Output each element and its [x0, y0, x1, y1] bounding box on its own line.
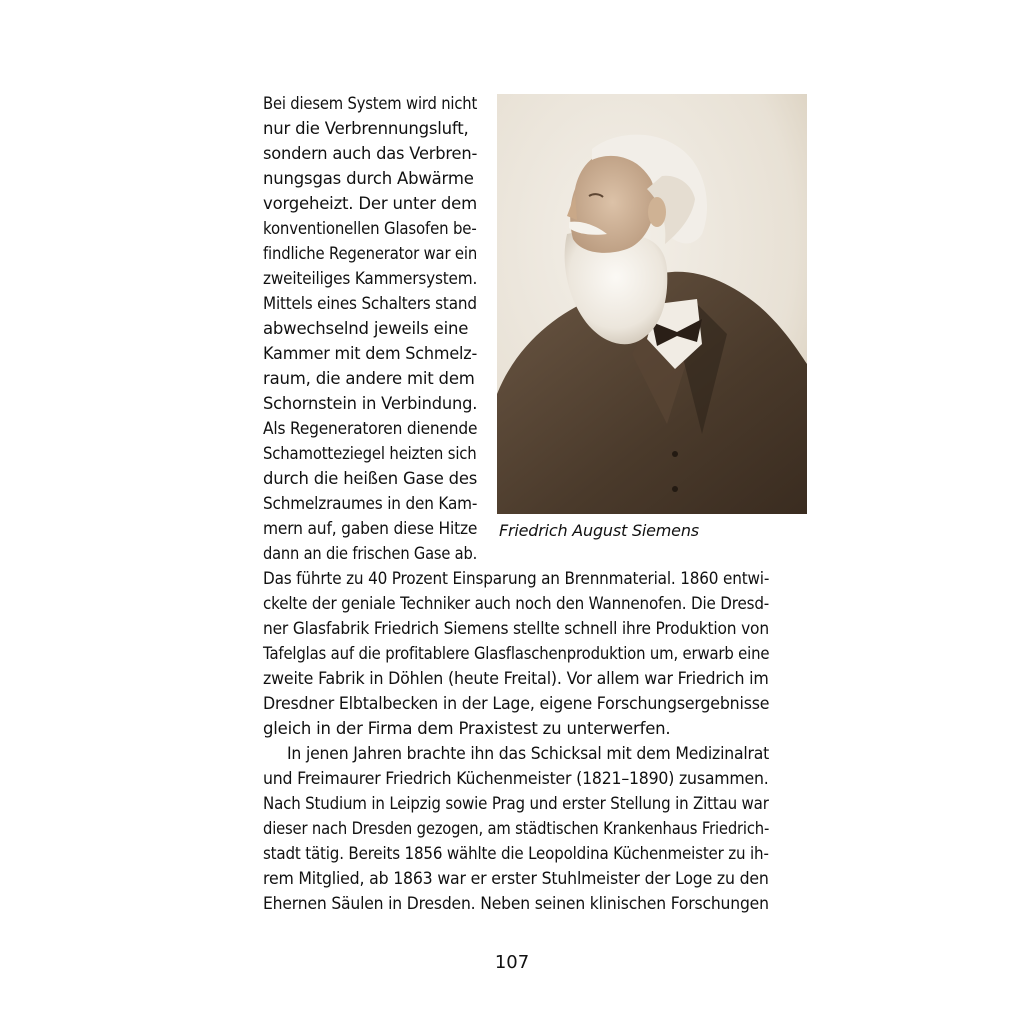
text-line: Als Regeneratoren dienende — [263, 419, 478, 438]
text-line: raum, die andere mit dem — [263, 369, 475, 388]
text-line: und Freimaurer Friedrich Küchenmeister (1821–1890) zusammen. — [263, 769, 769, 788]
text-line: nur die Verbrennungsluft, — [263, 119, 469, 138]
text-line: ckelte der geniale Techniker auch noch den Wannenofen. Die Dresd- — [263, 594, 770, 613]
text-line: Tafelglas auf die profitablere Glasflaschenproduktion um, erwarb eine — [263, 644, 770, 663]
text-line: konventionellen Glasofen be- — [263, 219, 477, 238]
text-line: vorgeheizt. Der unter dem — [263, 194, 477, 213]
text-line: stadt tätig. Bereits 1856 wählte die Leopoldina Küchenmeister zu ih- — [263, 844, 769, 863]
text-line: zweiteiliges Kammersystem. — [263, 269, 478, 288]
text-line: Mittels eines Schalters stand — [263, 294, 477, 313]
text-line: dann an die frischen Gase ab. — [263, 544, 478, 563]
text-line: ner Glasfabrik Friedrich Siemens stellte schnell ihre Produktion von — [263, 619, 769, 638]
text-line: gleich in der Firma dem Praxistest zu unterwerfen. — [263, 719, 671, 738]
text-line: dieser nach Dresden gezogen, am städtischen Krankenhaus Friedrich- — [263, 819, 770, 838]
portrait-photo — [497, 94, 807, 514]
photo-caption: Friedrich August Siemens — [499, 521, 699, 540]
text-line: abwechselnd jeweils eine — [263, 319, 469, 338]
text-line: Das führte zu 40 Prozent Einsparung an Brennmaterial. 1860 entwi- — [263, 569, 770, 588]
text-line: Ehernen Säulen in Dresden. Neben seinen klinischen Forschungen — [263, 894, 769, 913]
text-line: Schmelzraumes in den Kam- — [263, 494, 478, 513]
text-line: zweite Fabrik in Döhlen (heute Freital). Vor allem war Friedrich im — [263, 669, 769, 688]
text-line: Dresdner Elbtalbecken in der Lage, eigene Forschungsergebnisse — [263, 694, 770, 713]
portrait-illustration — [497, 94, 807, 514]
text-line: Bei diesem System wird nicht — [263, 94, 478, 113]
text-line: durch die heißen Gase des — [263, 469, 478, 488]
text-line: mern auf, gaben diese Hitze — [263, 519, 478, 538]
text-line: rem Mitglied, ab 1863 war er erster Stuhlmeister der Loge zu den — [263, 869, 769, 888]
paragraph-first-line: In jenen Jahren brachte ihn das Schicksal mit dem Medizinalrat — [287, 744, 770, 763]
text-line: sondern auch das Verbren- — [263, 144, 478, 163]
text-line: Schornstein in Verbindung. — [263, 394, 478, 413]
text-line: nungsgas durch Abwärme — [263, 169, 474, 188]
text-line: Nach Studium in Leipzig sowie Prag und erster Stellung in Zittau war — [263, 794, 769, 813]
text-line: Kammer mit dem Schmelz- — [263, 344, 478, 363]
text-line: findliche Regenerator war ein — [263, 244, 478, 263]
text-line: Schamotteziegel heizten sich — [263, 444, 477, 463]
page-number: 107 — [494, 952, 530, 973]
